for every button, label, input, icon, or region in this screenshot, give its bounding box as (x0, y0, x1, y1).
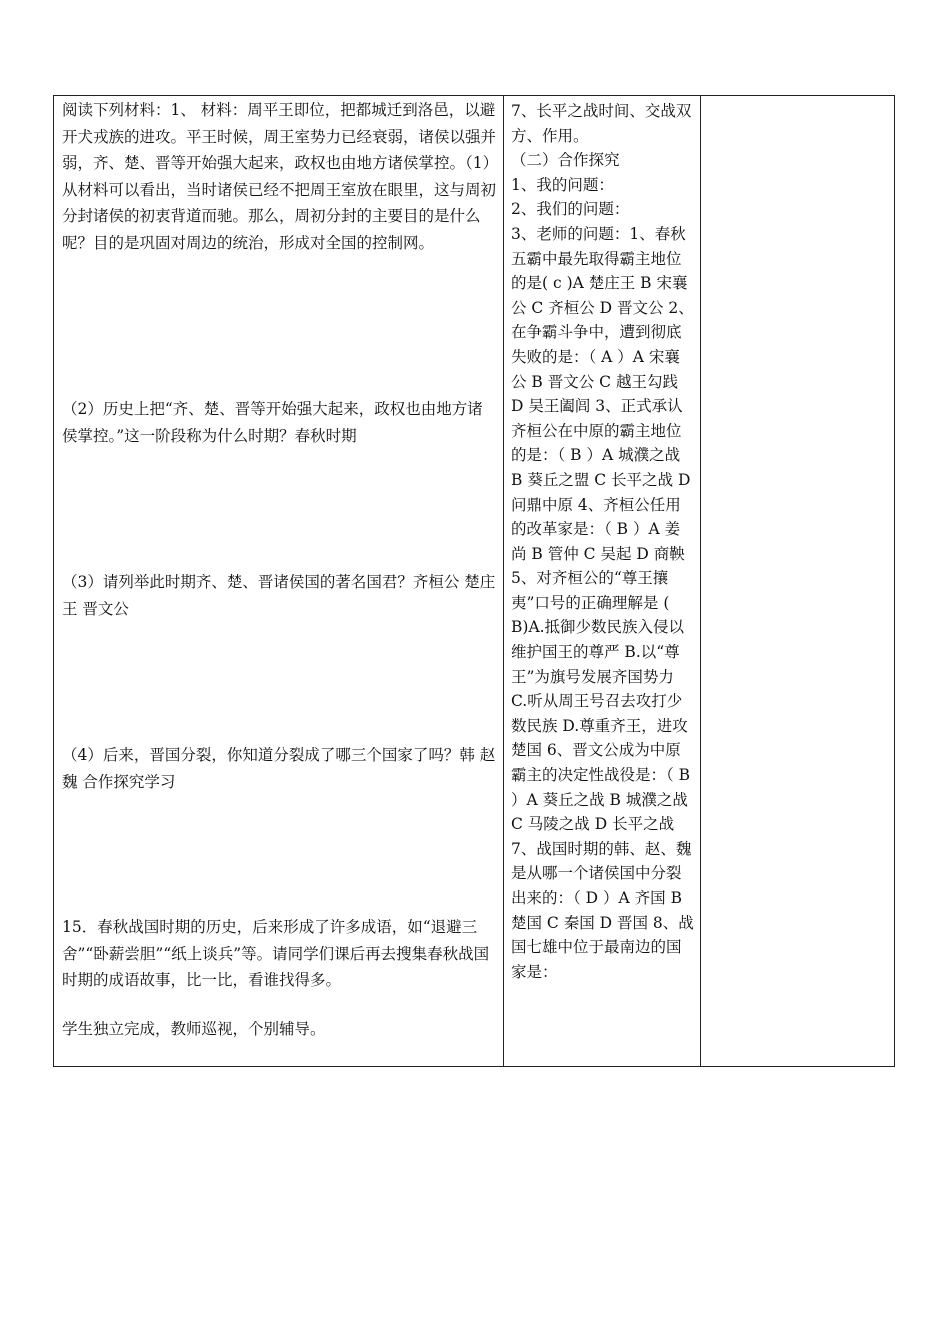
right-column (701, 96, 894, 1066)
our-question: 2、我们的问题： (511, 200, 630, 219)
left-column (54, 96, 504, 1066)
question-4: （4）后来，晋国分裂，你知道分裂成了哪三个国家了吗？韩 赵 魏 合作探究学习 (62, 746, 496, 791)
question-2: （2）历史上把“齐、楚、晋等开始强大起来，政权也由地方诸侯掌控。”这一阶段称为什么时期？春秋时期 (62, 400, 483, 445)
reading-material: 阅读下列材料：1、 材料：周平王即位，把都城迁到洛邑，以避开犬戎族的进攻。平王时候，周王室势力已经衰弱，诸侯以强并弱，齐、楚、晋等开始强大起来，政权也由地方诸侯掌控。（1）从材料可以看出，当时诸侯已经不把周王室放在眼里，这与周初分封诸侯的初衷背道而驰。那么，周初分封的主要目的是什么呢？目的是巩固对周边的统治，形成对全国的控制网。 (62, 101, 497, 252)
question-15: 15．春秋战国时期的历史，后来形成了许多成语，如“退避三舍”“卧薪尝胆”“纸上谈兵”等。请同学们课后再去搜集春秋战国时期的成语故事，比一比，看谁找得多。 (62, 918, 490, 989)
section-title: （二）合作探究 (511, 151, 620, 170)
teacher-note: 学生独立完成，教师巡视，个别辅导。 (62, 1020, 326, 1038)
middle-column (504, 96, 701, 1066)
item-7: 7、长平之战时间、交战双方、作用。 (511, 102, 692, 145)
middle-content (511, 99, 694, 984)
my-question: 1、我的问题： (511, 175, 614, 194)
teacher-questions: 3、老师的问题：1、春秋五霸中最先取得霸主地位的是( c )A 楚庄王 B 宋襄公 C 齐桓公 D 晋文公 2、在争霸斗争中，遭到彻底失败的是：（ A ）A 宋襄公 B 晋文公 C 越王勾践 D 吴王阖闾 3、正式承认齐桓公在中原的霸主地位的是：（ B ）A 城濮之战 B 葵丘之盟 C 长平之战 D 问鼎中原 4、齐桓公任用的改革家是：（ B ）A 姜尚 B 管仲 C 吴起 D 商鞅 5、对齐桓公的“尊王攘夷”口号的正确理解是 ( B)A.抵御少数民族入侵以维护国王的尊严 B.以“尊王”为旗号发展齐国势力 C.听从周王号召去攻打少数民族 D.尊重齐王，进攻楚国 6、晋文公成为中原霸主的决定性战役是：（ B ）A 葵丘之战 B 城濮之战 C 马陵之战 D 长平之战 7、战国时期的韩、赵、魏是从哪一个诸侯国中分裂出来的：（ D ）A 齐国 B 楚国 C 秦国 D 晋国 8、战国七雄中位于最南边的国家是： (511, 224, 694, 981)
lesson-table (53, 95, 895, 1067)
question-3: （3）请列举此时期齐、楚、晋诸侯国的著名国君？齐桓公 楚庄王 晋文公 (62, 573, 496, 618)
